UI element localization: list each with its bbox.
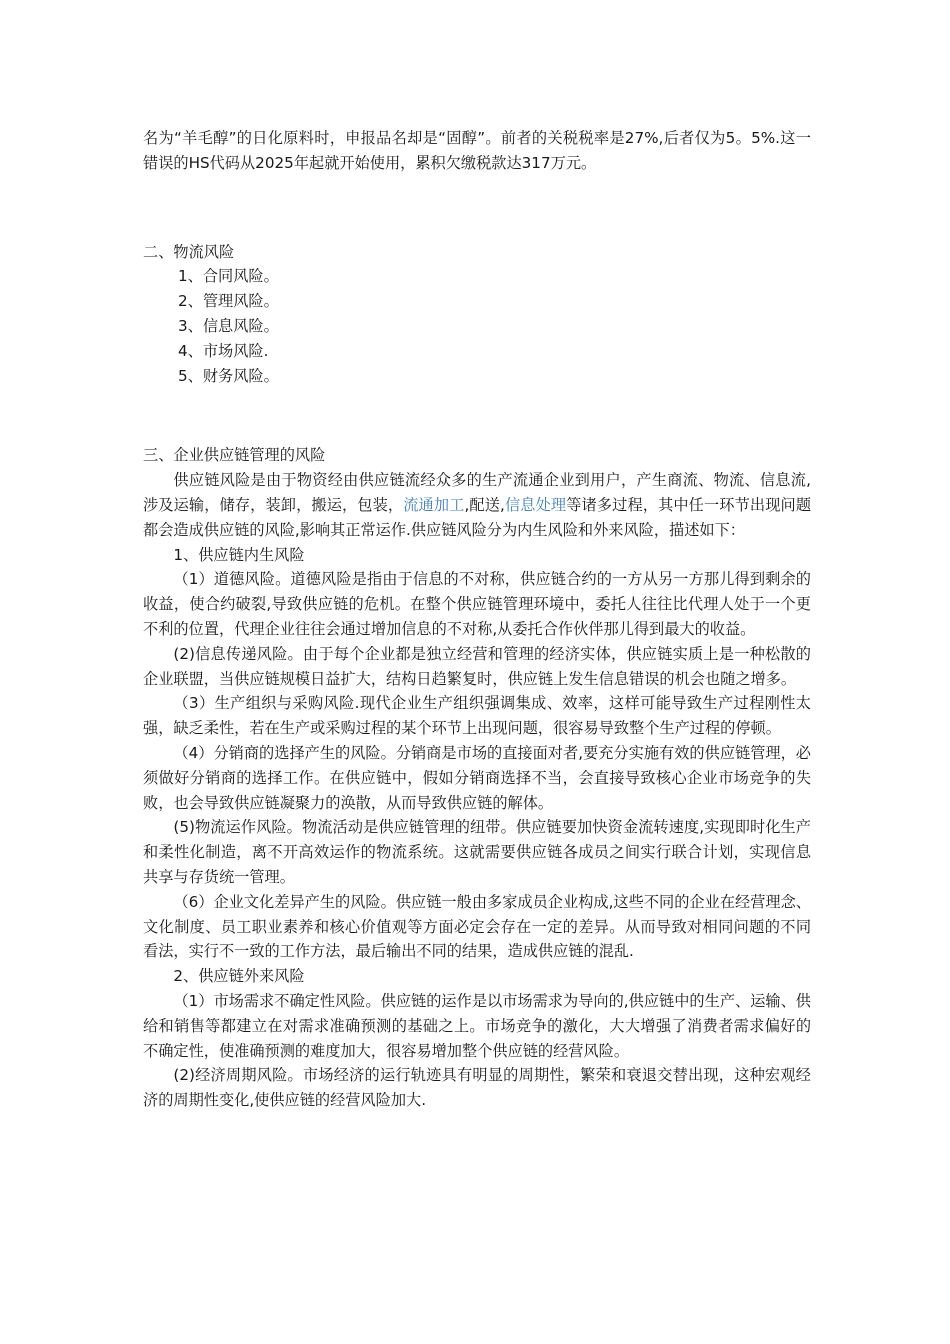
spacer: [143, 176, 811, 240]
intro-text: ,配送,: [464, 495, 505, 514]
internal-risk-paragraph: (2)信息传递风险。由于每个企业都是独立经营和管理的经济实体，供应链实质上是一种松散的企业联盟，当供应链规模日益扩大，结构日趋繁复时，供应链上发生信息错误的机会也随之增多。: [143, 644, 811, 688]
section2-heading: 二、物流风险: [143, 242, 235, 261]
external-risk-paragraph: （1）市场需求不确定性风险。供应链的运作是以市场需求为导向的,供应链中的生产、运输、供给和销售等都建立在对需求准确预测的基础之上。市场竞争的激化，大大增强了消费者需求偏好的不确定性，使准确预测的难度加大，很容易增加整个供应链的经营风险。: [143, 991, 811, 1060]
risk-list-item: 2、管理风险。: [178, 292, 279, 311]
internal-risk-paragraph: （3）生产组织与采购风险.现代企业生产组织强调集成、效率，这样可能导致生产过程刚性太强，缺乏柔性，若在生产或采购过程的某个环节上出现问题，很容易导致整个生产过程的停顿。: [143, 694, 811, 738]
intro-text: 供应链风险是由于物资经由供应链流经众多的生产流通企业到用户，产生商流、物流、信息流,涉及运输，储存，装卸，搬运，包装，: [143, 471, 811, 514]
internal-risk-paragraph: (5)物流运作风险。物流活动是供应链管理的纽带。供应链要加快资金流转速度,实现即时化生产和柔性化制造，离不开高效运作的物流系统。这就需要供应链各成员之间实行联合计划，实现信息共享与存货统一管理。: [143, 818, 811, 886]
subsection1-heading: 1、供应链内生风险: [173, 545, 305, 564]
document-body: [143, 126, 811, 1113]
internal-risk-paragraph: （4）分销商的选择产生的风险。分销商是市场的直接面对者,要充分实施有效的供应链管理，必须做好分销商的选择工作。在供应链中，假如分销商选择不当，会直接导致核心企业市场竞争的失败，也会导致供应链凝聚力的涣散，从而导致供应链的解体。: [143, 743, 811, 812]
internal-risk-paragraph: （1）道德风险。道德风险是指由于信息的不对称，供应链合约的一方从另一方那儿得到剩余的收益，使合约破裂,导致供应链的危机。在整个供应链管理环境中，委托人往往比代理人处于一个更不利的位置，代理企业往往会通过增加信息的不对称,从委托合作伙伴那儿得到最大的收益。: [143, 570, 811, 638]
link-information-processing[interactable]: 信息处理: [504, 495, 567, 514]
intro-paragraph: 名为“羊毛醇”的日化原料时，申报品名却是“固醇”。前者的关税税率是27%,后者仅为5。5%.这一错误的HS代码从2025年起就开始使用，累积欠缴税款达317万元。: [143, 129, 811, 172]
risk-list-item: 1、合同风险。: [178, 267, 279, 286]
internal-risk-paragraph: （6）企业文化差异产生的风险。供应链一般由多家成员企业构成,这些不同的企业在经营理念、文化制度、员工职业素养和核心价值观等方面必定会存在一定的差异。从而导致对相同问题的不同看法，实行不一致的工作方法，最后输出不同的结果，造成供应链的混乱.: [143, 892, 811, 961]
section3-intro-paragraph: [143, 468, 811, 542]
external-risk-paragraph: (2)经济周期风险。市场经济的运行轨迹具有明显的周期性，繁荣和衰退交替出现，这种宏观经济的周期性变化,使供应链的经营风险加大.: [143, 1066, 811, 1110]
spacer: [143, 388, 811, 443]
risk-list-item: 3、信息风险。: [178, 316, 279, 335]
risk-list-item: 5、财务风险。: [178, 366, 279, 385]
intro-text: 等诸多过程，其中任一环节出现问题都会造成供应链的风险,影响其正常运作.供应链风险分为内生风险和外来风险，描述如下：: [143, 495, 812, 539]
section3-heading: 三、企业供应链管理的风险: [143, 446, 326, 465]
subsection2-heading: 2、供应链外来风险: [173, 967, 305, 986]
risk-list-item: 4、市场风险.: [178, 341, 269, 360]
link-circulation-processing[interactable]: 流通加工: [403, 495, 465, 514]
